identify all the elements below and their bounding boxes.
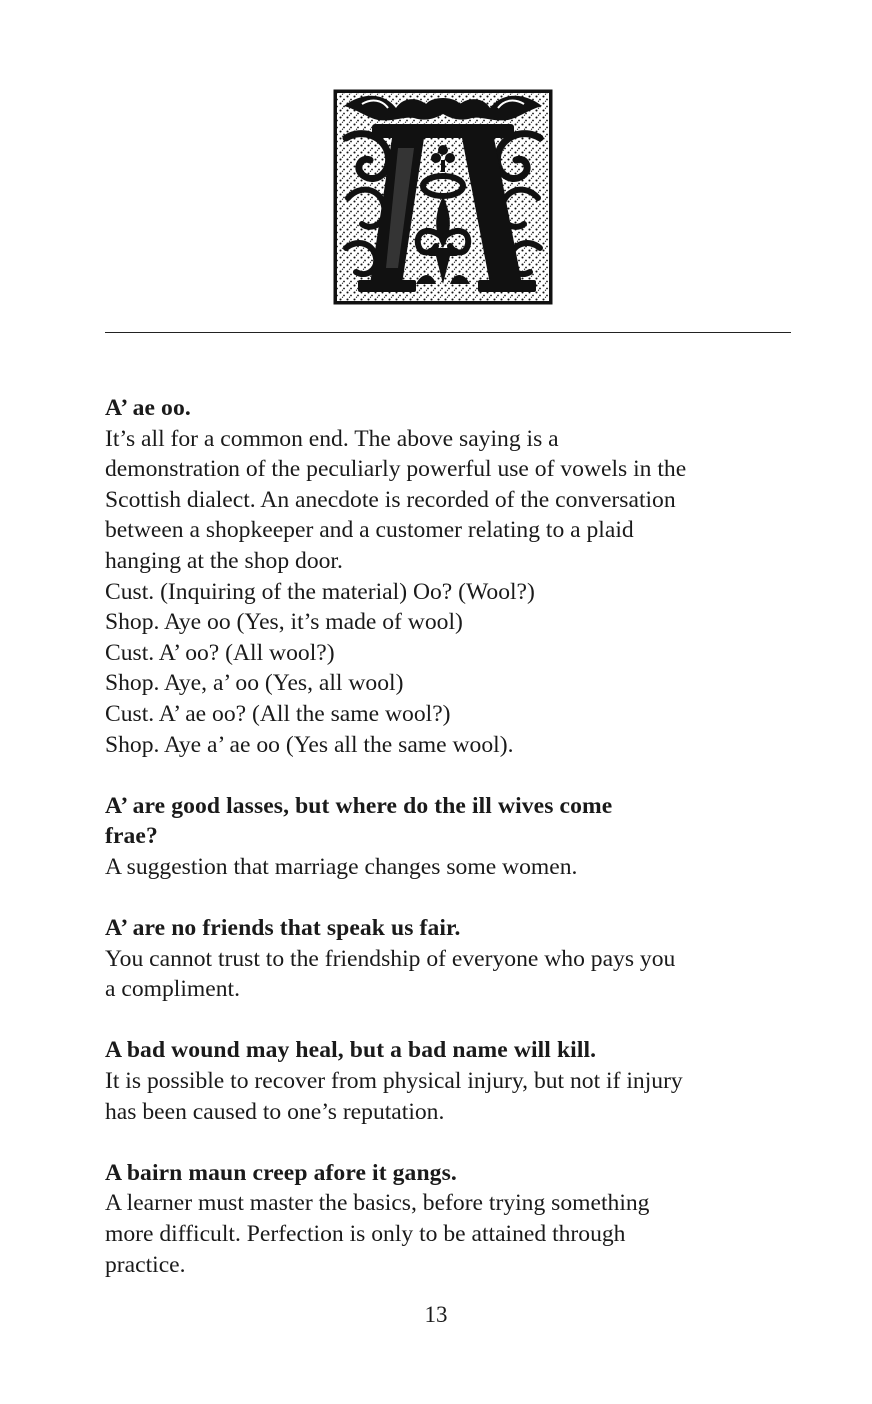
headword-line: frae? bbox=[105, 823, 158, 850]
definition-line: demonstration of the peculiarly powerful use of vowels in the bbox=[105, 456, 687, 483]
dialogue-line: Shop. Aye, a’ oo (Yes, all wool) bbox=[105, 670, 404, 697]
definition-line: practice. bbox=[105, 1251, 186, 1278]
definition-line: It’s all for a common end. The above saying is a bbox=[105, 425, 559, 452]
page-number: 13 bbox=[424, 1302, 448, 1327]
definition-line: has been caused to one’s reputation. bbox=[105, 1098, 445, 1125]
proverb-definition bbox=[105, 944, 805, 1005]
proverb-definition bbox=[105, 1066, 805, 1127]
definition-line: A suggestion that marriage changes some women. bbox=[105, 853, 578, 880]
definition-line: a compliment. bbox=[105, 976, 240, 1003]
definition-line: A learner must master the basics, before trying something bbox=[105, 1190, 650, 1217]
proverb-entry bbox=[105, 791, 805, 883]
dialogue-line: Shop. Aye a’ ae oo (Yes all the same wool). bbox=[105, 731, 514, 758]
proverb-headword: A bad wound may heal, but a bad name will kill. bbox=[105, 1037, 597, 1064]
proverb-headword: A bairn maun creep afore it gangs. bbox=[105, 1159, 457, 1186]
headword-line: A’ are good lasses, but where do the ill wives come bbox=[105, 792, 613, 819]
proverb-headword: A’ ae oo. bbox=[105, 395, 191, 421]
definition-line: It is possible to recover from physical injury, but not if injury bbox=[105, 1068, 683, 1095]
proverb-entry bbox=[105, 913, 805, 1005]
proverb-entry bbox=[105, 393, 805, 760]
proverb-definition bbox=[105, 424, 805, 761]
dialogue-line: Cust. (Inquiring of the material) Oo? (Wool?) bbox=[105, 578, 535, 605]
definition-line: You cannot trust to the friendship of everyone who pays you bbox=[105, 945, 676, 972]
horizontal-divider bbox=[105, 332, 791, 333]
proverb-headword bbox=[105, 791, 805, 852]
definition-line: Scottish dialect. An anecdote is recorded of the conversation bbox=[105, 486, 676, 513]
proverb-definition bbox=[105, 852, 805, 883]
ornamental-initial-a-icon bbox=[332, 88, 554, 306]
dialogue-line: Cust. A’ ae oo? (All the same wool?) bbox=[105, 700, 451, 727]
proverb-list bbox=[105, 393, 805, 1280]
proverb-entry bbox=[105, 1158, 805, 1280]
proverb-headword: A’ are no friends that speak us fair. bbox=[105, 915, 461, 942]
definition-line: more difficult. Perfection is only to be attained through bbox=[105, 1221, 626, 1248]
proverb-entry bbox=[105, 1035, 805, 1127]
proverb-definition bbox=[105, 1188, 805, 1280]
definition-line: hanging at the shop door. bbox=[105, 547, 343, 574]
dialogue-line: Cust. A’ oo? (All wool?) bbox=[105, 639, 335, 666]
definition-line: between a shopkeeper and a customer relating to a plaid bbox=[105, 517, 634, 544]
dialogue-line: Shop. Aye oo (Yes, it’s made of wool) bbox=[105, 609, 463, 636]
